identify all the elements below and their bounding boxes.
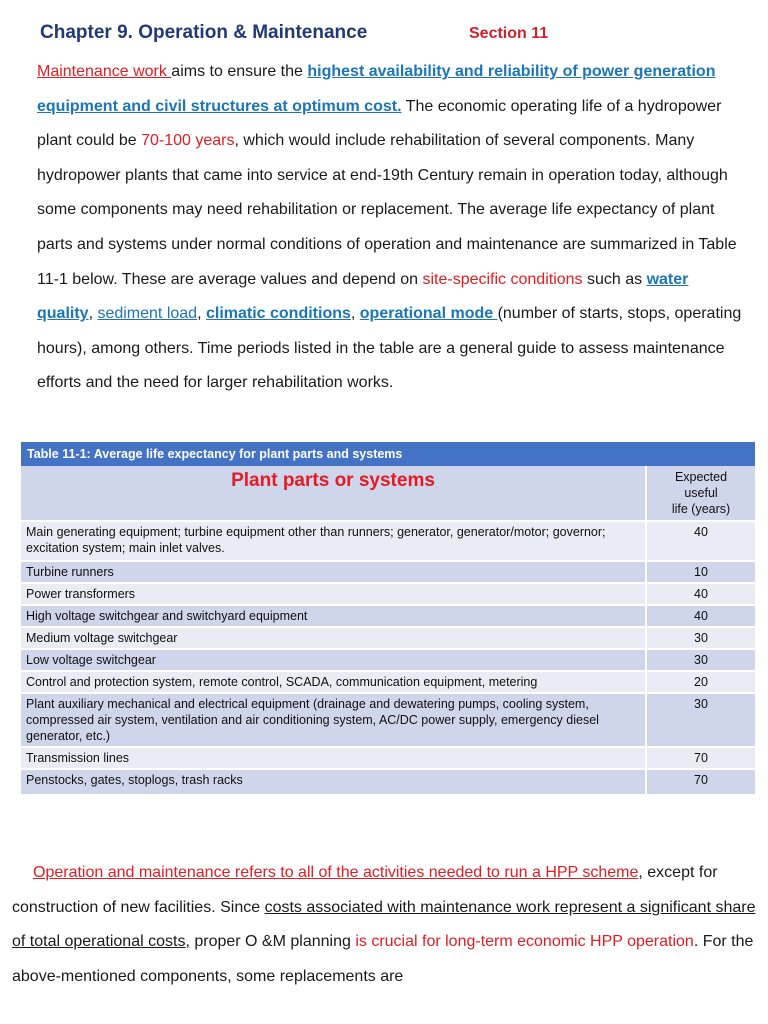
intro-text: aims to ensure the xyxy=(171,63,308,80)
life-cell: 30 xyxy=(646,627,755,649)
maintenance-work-term: Maintenance work xyxy=(37,63,172,80)
intro-paragraph xyxy=(37,55,747,401)
table-row xyxy=(21,769,755,794)
table-row xyxy=(21,693,755,747)
life-years-highlight: 70-100 years xyxy=(141,132,235,150)
table-row xyxy=(21,561,755,583)
section-label: Section 11 xyxy=(469,25,549,42)
life-expectancy-table xyxy=(21,442,755,794)
part-cell: Transmission lines xyxy=(21,747,646,769)
closing-text: , except for construction of new facilities. Since xyxy=(12,864,718,916)
column-header-life xyxy=(646,466,755,521)
life-cell: 20 xyxy=(646,671,755,693)
availability-link[interactable]: highest availability and reliability of power generation equipment and civil structures at optimum cost. xyxy=(37,63,716,115)
life-cell: 70 xyxy=(646,769,755,794)
life-cell: 10 xyxy=(646,561,755,583)
intro-text: The economic operating life of a hydropower plant could be xyxy=(37,97,722,150)
crucial-highlight: is crucial for long-term economic HPP operation xyxy=(355,933,694,951)
operational-mode-link[interactable]: operational mode xyxy=(359,305,498,323)
life-cell: 40 xyxy=(646,583,755,605)
intro-text: (number of starts, stops, operating hours), among others. Time periods listed in the table are a general guide to assess maintenance efforts and the need for larger rehabilitation works. xyxy=(37,305,742,392)
table-row xyxy=(21,627,755,649)
part-cell: Low voltage switchgear xyxy=(21,649,646,671)
life-expectancy-table-container xyxy=(21,442,755,794)
table-row xyxy=(21,671,755,693)
om-definition-highlight: Operation and maintenance refers to all of the activities needed to run a HPP scheme xyxy=(33,864,639,881)
column-header-life-line: useful xyxy=(684,486,718,500)
part-cell: Turbine runners xyxy=(21,561,646,583)
table-caption: Table 11-1: Average life expectancy for plant parts and systems xyxy=(21,442,755,466)
column-header-life-line: life (years) xyxy=(671,502,731,516)
costs-share-underline: costs associated with maintenance work represent a significant share of total operational costs, xyxy=(12,898,756,951)
column-header-life-line: Expected xyxy=(674,470,728,484)
part-cell: Medium voltage switchgear xyxy=(21,627,646,649)
sediment-load-link[interactable]: sediment load xyxy=(97,305,198,323)
intro-text: such as xyxy=(582,270,647,288)
intro-separator: , xyxy=(88,305,98,323)
table-row xyxy=(21,521,755,561)
life-cell: 40 xyxy=(646,521,755,561)
heading-row xyxy=(40,22,740,52)
site-specific-highlight: site-specific conditions xyxy=(422,270,583,288)
closing-text: proper O &M planning xyxy=(189,933,356,951)
part-cell: Main generating equipment; turbine equipment other than runners; generator, generator/motor; governor; excitation system; main inlet valves. xyxy=(21,521,646,561)
column-header-parts: Plant parts or systems xyxy=(21,466,646,521)
life-cell: 30 xyxy=(646,649,755,671)
life-cell: 70 xyxy=(646,747,755,769)
part-cell: Penstocks, gates, stoplogs, trash racks xyxy=(21,769,646,794)
table-row xyxy=(21,649,755,671)
closing-paragraph xyxy=(12,856,760,994)
life-cell: 40 xyxy=(646,605,755,627)
part-cell: Power transformers xyxy=(21,583,646,605)
part-cell: Plant auxiliary mechanical and electrical equipment (drainage and dewatering pumps, cooling system, compressed air system, ventilation and air conditioning system, AC/DC power supply, emergency diesel generator, etc.) xyxy=(21,693,646,747)
life-cell: 30 xyxy=(646,693,755,747)
climatic-conditions-link[interactable]: climatic conditions xyxy=(205,305,351,323)
intro-separator: , xyxy=(197,305,206,323)
closing-text: . For the above-mentioned components, some replacements are xyxy=(12,933,754,985)
table-row xyxy=(21,747,755,769)
water-quality-link[interactable]: water quality xyxy=(37,270,689,323)
intro-separator: , xyxy=(350,305,360,323)
chapter-title: Chapter 9. Operation & Maintenance xyxy=(40,22,368,43)
table-row xyxy=(21,583,755,605)
part-cell: Control and protection system, remote control, SCADA, communication equipment, metering xyxy=(21,671,646,693)
table-row xyxy=(21,605,755,627)
part-cell: High voltage switchgear and switchyard equipment xyxy=(21,605,646,627)
intro-text: , which would include rehabilitation of several components. Many hydropower plants that came into service at end-19th Century remain in operation today, although some components may need rehabilitation or replacement. The average life expectancy of plant parts and systems under normal conditions of operation and maintenance are summarized in Table 11-1 below. These are average values and depend on xyxy=(37,132,737,288)
